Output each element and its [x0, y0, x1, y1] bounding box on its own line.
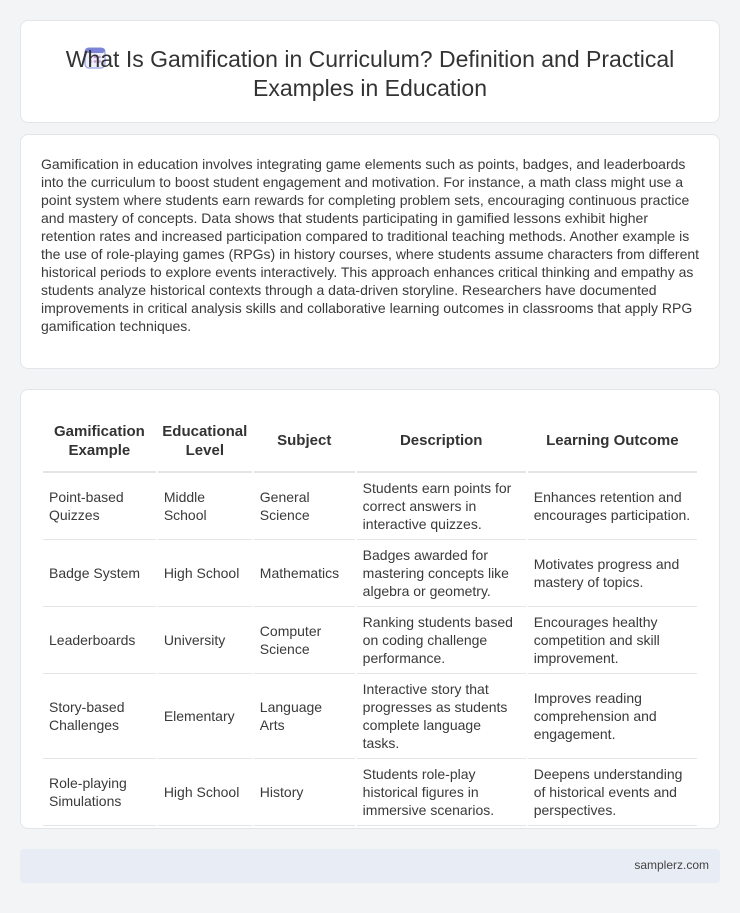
cell-outcome: Encourages healthy competition and skill improvement.	[528, 607, 697, 674]
cell-description: Students role-play historical figures in immersive scenarios.	[357, 759, 526, 826]
cell-subject: History	[254, 759, 355, 826]
column-header-outcome: Learning Outcome	[528, 410, 697, 473]
cell-example: Leaderboards	[43, 607, 156, 674]
cell-level: High School	[158, 540, 252, 607]
title-card	[20, 20, 720, 123]
cell-subject: Computer Science	[254, 607, 355, 674]
gamification-table	[41, 410, 699, 826]
summary-card	[20, 134, 720, 369]
cell-example: Role-playing Simulations	[43, 759, 156, 826]
cell-description: Students earn points for correct answers in interactive quizzes.	[357, 473, 526, 540]
cell-description: Interactive story that progresses as students complete language tasks.	[357, 674, 526, 759]
cell-level: University	[158, 607, 252, 674]
summary-paragraph: Gamification in education involves integrating game elements such as points, badges, and leaderboards into the curriculum to boost student engagement and motivation. For instance, a math class might use a point system where students earn rewards for completing problem sets, encouraging continuous practice and mastery of concepts. Data shows that students participating in gamified lessons exhibit higher retention rates and increased participation compared to traditional teaching methods. Another example is the use of role-playing games (RPGs) in history courses, where students assume characters from different historical periods to explore events interactively. This approach enhances critical thinking and empathy as students analyze historical contexts through a data-driven storyline. Researchers have documented improvements in critical analysis skills and collaborative learning outcomes in classrooms that apply RPG gamification techniques.	[41, 156, 700, 334]
cell-example: Point-based Quizzes	[43, 473, 156, 540]
footer-bar	[20, 849, 720, 883]
table-row	[43, 759, 697, 826]
cell-outcome: Deepens understanding of historical events and perspectives.	[528, 759, 697, 826]
column-header-description: Description	[357, 410, 526, 473]
footer-site-link[interactable]: samplerz.com	[634, 858, 709, 872]
cell-subject: General Science	[254, 473, 355, 540]
cell-example: Badge System	[43, 540, 156, 607]
table-card	[20, 389, 720, 829]
table-row	[43, 674, 697, 759]
table-row	[43, 607, 697, 674]
cell-level: Middle School	[158, 473, 252, 540]
cell-level: High School	[158, 759, 252, 826]
column-header-subject: Subject	[254, 410, 355, 473]
page-title: What Is Gamification in Curriculum? Definition and Practical Examples in Education	[65, 46, 675, 101]
cell-description: Ranking students based on coding challenge performance.	[357, 607, 526, 674]
cell-example: Story-based Challenges	[43, 674, 156, 759]
table-row	[43, 540, 697, 607]
table-header-row	[43, 410, 697, 473]
cell-outcome: Improves reading comprehension and engagement.	[528, 674, 697, 759]
column-header-level: Educational Level	[158, 410, 252, 473]
cell-subject: Mathematics	[254, 540, 355, 607]
cell-subject: Language Arts	[254, 674, 355, 759]
cell-description: Badges awarded for mastering concepts like algebra or geometry.	[357, 540, 526, 607]
cell-outcome: Motivates progress and mastery of topics.	[528, 540, 697, 607]
cell-level: Elementary	[158, 674, 252, 759]
column-header-example: Gamification Example	[43, 410, 156, 473]
table-row	[43, 473, 697, 540]
cell-outcome: Enhances retention and encourages participation.	[528, 473, 697, 540]
